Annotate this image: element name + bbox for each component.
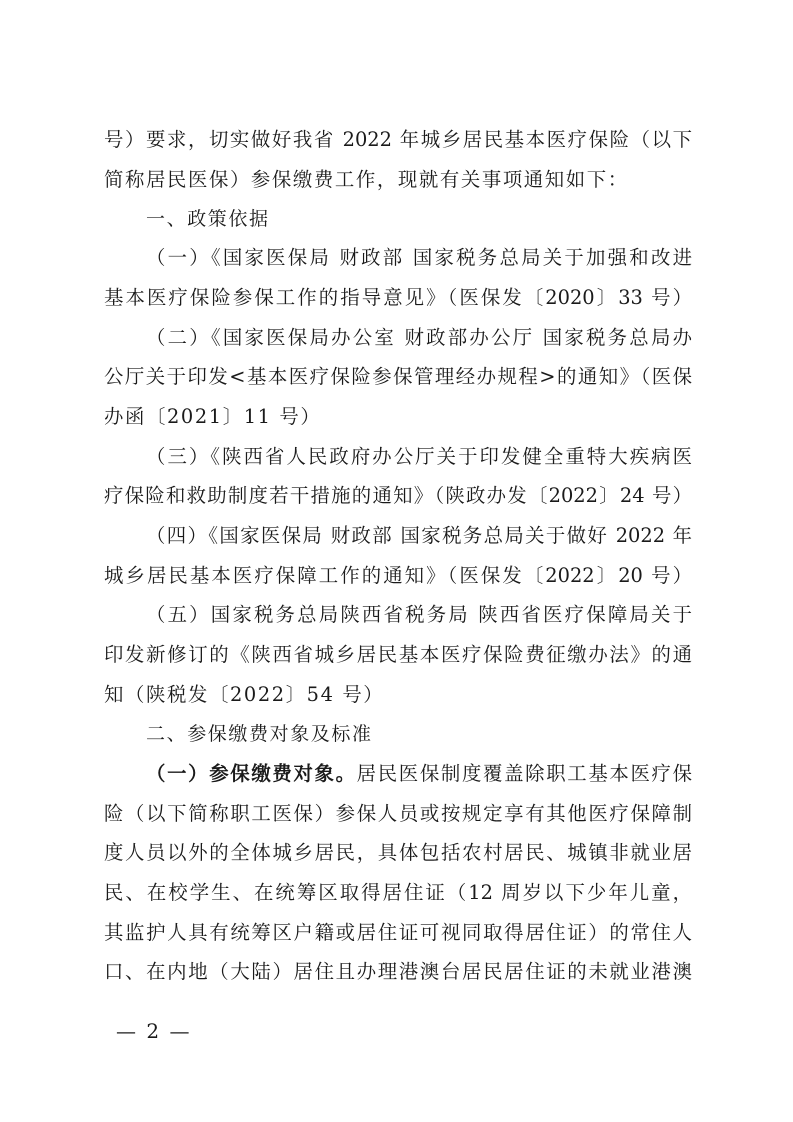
paragraph-line: 疗保险和救助制度若干措施的通知》（陕政办发〔2022〕24 号）	[104, 484, 692, 507]
paragraph-line: 其监护人具有统筹区户籍或居住证可视同取得居住证）的常住人	[104, 921, 692, 944]
paragraph-line: 简称居民医保）参保缴费工作，现就有关事项通知如下：	[104, 168, 629, 191]
paragraph-line: （五）国家税务总局陕西省税务局 陕西省医疗保障局关于	[146, 603, 692, 626]
paragraph-line: 城乡居民基本医疗保障工作的通知》（医保发〔2022〕20 号）	[104, 564, 692, 587]
paragraph-line: 基本医疗保险参保工作的指导意见》（医保发〔2020〕33 号）	[104, 286, 692, 309]
paragraph-line: 号）要求，切实做好我省 2022 年城乡居民基本医疗保险（以下	[104, 128, 692, 151]
paragraph-line: 险（以下简称职工医保）参保人员或按规定享有其他医疗保障制	[104, 802, 692, 825]
subsection-lead: （一）参保缴费对象。	[146, 762, 357, 785]
paragraph-line: 办函〔2021〕11 号）	[104, 405, 322, 428]
paragraph-line: 口、在内地（大陆）居住且办理港澳台居民居住证的未就业港澳	[104, 960, 692, 983]
paragraph-line: 民、在校学生、在统筹区取得居住证（12 周岁以下少年儿童，	[104, 881, 692, 904]
paragraph-line: 度人员以外的全体城乡居民，具体包括农村居民、城镇非就业居	[104, 841, 692, 864]
paragraph-line: 印发新修订的《陕西省城乡居民基本医疗保险费征缴办法》的通	[104, 643, 692, 666]
paragraph-line-text: 居民医保制度覆盖除职工基本医疗保	[356, 762, 693, 785]
paragraph-line	[146, 754, 692, 794]
paragraph-line: （四）《国家医保局 财政部 国家税务总局关于做好 2022 年	[146, 524, 692, 547]
section-heading: 一、政策依据	[146, 208, 270, 230]
paragraph-line: 知（陕税发〔2022〕54 号）	[104, 683, 385, 706]
paragraph-line: （一）《国家医保局 财政部 国家税务总局关于加强和改进	[146, 246, 692, 269]
section-heading: 二、参保缴费对象及标准	[146, 723, 373, 745]
paragraph-line: 公厅关于印发<基本医疗保险参保管理经办规程>的通知》（医保	[104, 365, 692, 388]
paragraph-line: （三）《陕西省人民政府办公厅关于印发健全重特大疾病医	[146, 445, 692, 468]
page-number: — 2 —	[116, 1019, 192, 1043]
paragraph-line: （二）《国家医保局办公室 财政部办公厅 国家税务总局办	[146, 326, 692, 349]
